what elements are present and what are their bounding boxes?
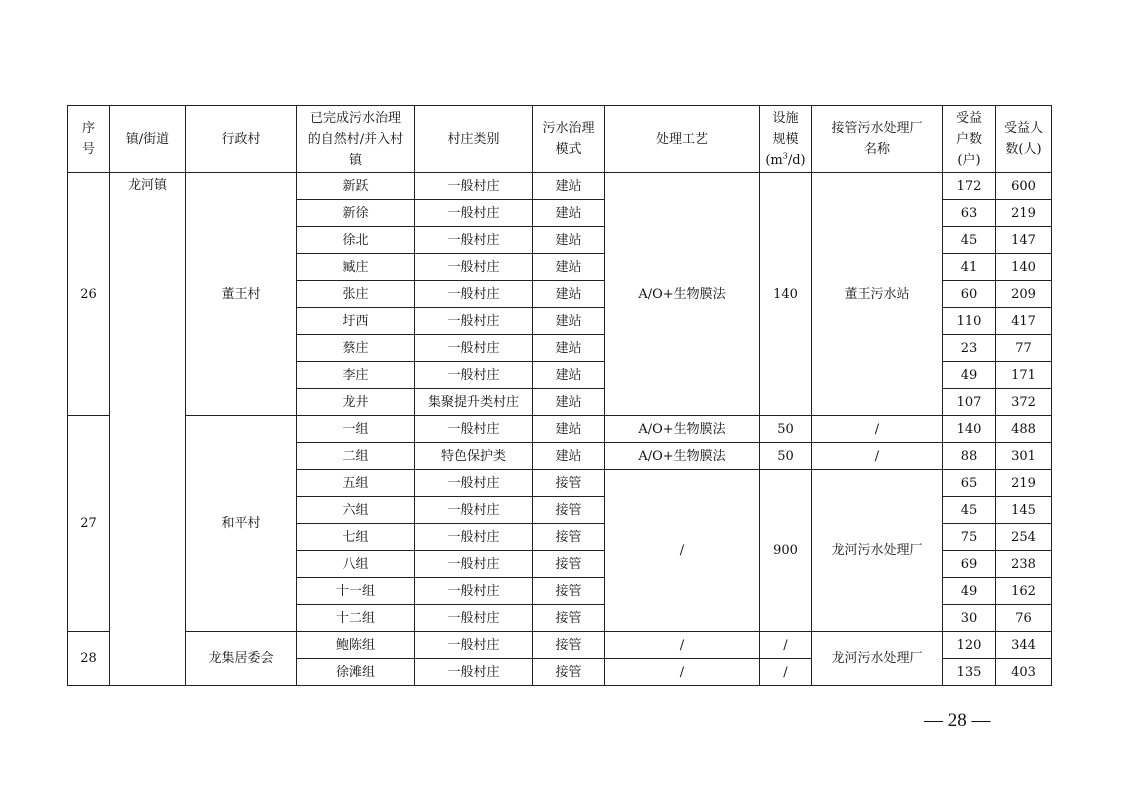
plant-cell: / (812, 443, 943, 470)
households-cell: 110 (943, 308, 996, 335)
natural-village-cell: 蔡庄 (297, 335, 415, 362)
header-category: 村庄类别 (415, 106, 533, 173)
people-cell: 76 (996, 605, 1052, 632)
households-cell: 45 (943, 227, 996, 254)
mode-cell: 建站 (533, 254, 605, 281)
mode-cell: 接管 (533, 524, 605, 551)
table-row (68, 632, 1052, 659)
process-cell: / (605, 470, 760, 632)
category-cell: 集聚提升类村庄 (415, 389, 533, 416)
households-cell: 41 (943, 254, 996, 281)
natural-village-cell: 徐北 (297, 227, 415, 254)
header-process: 处理工艺 (605, 106, 760, 173)
natural-village-cell: 龙井 (297, 389, 415, 416)
mode-cell: 建站 (533, 173, 605, 200)
town-cell: 龙河镇 (110, 173, 186, 686)
header-row (68, 106, 1052, 173)
mode-cell: 建站 (533, 200, 605, 227)
header-people: 受益人数(人) (996, 106, 1052, 173)
scale-cell: / (760, 659, 812, 686)
wastewater-treatment-table (67, 105, 1052, 686)
category-cell: 一般村庄 (415, 362, 533, 389)
header-households: 受益户数(户) (943, 106, 996, 173)
mode-cell: 接管 (533, 578, 605, 605)
people-cell: 417 (996, 308, 1052, 335)
natural-village-cell: 十一组 (297, 578, 415, 605)
natural-village-cell: 徐滩组 (297, 659, 415, 686)
people-cell: 219 (996, 470, 1052, 497)
category-cell: 一般村庄 (415, 173, 533, 200)
natural-village-cell: 八组 (297, 551, 415, 578)
village-cell: 龙集居委会 (186, 632, 297, 686)
plant-cell: / (812, 416, 943, 443)
people-cell: 145 (996, 497, 1052, 524)
category-cell: 一般村庄 (415, 470, 533, 497)
people-cell: 301 (996, 443, 1052, 470)
natural-village-cell: 鲍陈组 (297, 632, 415, 659)
mode-cell: 建站 (533, 281, 605, 308)
people-cell: 171 (996, 362, 1052, 389)
households-cell: 107 (943, 389, 996, 416)
category-cell: 特色保护类 (415, 443, 533, 470)
natural-village-cell: 李庄 (297, 362, 415, 389)
category-cell: 一般村庄 (415, 497, 533, 524)
seq-cell: 26 (68, 173, 110, 416)
households-cell: 140 (943, 416, 996, 443)
header-scale: 设施规模 $(m^3/d)$ (760, 106, 812, 173)
households-cell: 49 (943, 362, 996, 389)
header-town: 镇/街道 (110, 106, 186, 173)
households-cell: 135 (943, 659, 996, 686)
category-cell: 一般村庄 (415, 632, 533, 659)
plant-cell: 龙河污水处理厂 (812, 470, 943, 632)
process-cell: A/O+生物膜法 (605, 173, 760, 416)
table-row (68, 173, 1052, 200)
mode-cell: 建站 (533, 227, 605, 254)
scale-cell: / (760, 632, 812, 659)
header-village: 行政村 (186, 106, 297, 173)
natural-village-cell: 圩西 (297, 308, 415, 335)
people-cell: 209 (996, 281, 1052, 308)
category-cell: 一般村庄 (415, 254, 533, 281)
page-number: — 28 — (924, 710, 991, 731)
mode-cell: 建站 (533, 308, 605, 335)
households-cell: 60 (943, 281, 996, 308)
village-cell: 董王村 (186, 173, 297, 416)
village-cell: 和平村 (186, 416, 297, 632)
header-seq: 序号 (68, 106, 110, 173)
scale-cell: 140 (760, 173, 812, 416)
plant-cell: 龙河污水处理厂 (812, 632, 943, 686)
natural-village-cell: 臧庄 (297, 254, 415, 281)
natural-village-cell: 十二组 (297, 605, 415, 632)
natural-village-cell: 一组 (297, 416, 415, 443)
people-cell: 254 (996, 524, 1052, 551)
category-cell: 一般村庄 (415, 578, 533, 605)
header-mode: 污水治理模式 (533, 106, 605, 173)
people-cell: 162 (996, 578, 1052, 605)
category-cell: 一般村庄 (415, 416, 533, 443)
category-cell: 一般村庄 (415, 605, 533, 632)
households-cell: 88 (943, 443, 996, 470)
process-cell: / (605, 632, 760, 659)
scale-cell: 900 (760, 470, 812, 632)
mode-cell: 建站 (533, 362, 605, 389)
natural-village-cell: 六组 (297, 497, 415, 524)
people-cell: 77 (996, 335, 1052, 362)
process-cell: / (605, 659, 760, 686)
category-cell: 一般村庄 (415, 524, 533, 551)
people-cell: 147 (996, 227, 1052, 254)
households-cell: 63 (943, 200, 996, 227)
people-cell: 372 (996, 389, 1052, 416)
header-natural-village: 已完成污水治理的自然村/并入村镇 (297, 106, 415, 173)
households-cell: 30 (943, 605, 996, 632)
mode-cell: 建站 (533, 389, 605, 416)
people-cell: 344 (996, 632, 1052, 659)
mode-cell: 建站 (533, 443, 605, 470)
scale-cell: 50 (760, 443, 812, 470)
households-cell: 23 (943, 335, 996, 362)
natural-village-cell: 五组 (297, 470, 415, 497)
category-cell: 一般村庄 (415, 281, 533, 308)
natural-village-cell: 张庄 (297, 281, 415, 308)
category-cell: 一般村庄 (415, 335, 533, 362)
mode-cell: 接管 (533, 605, 605, 632)
people-cell: 219 (996, 200, 1052, 227)
households-cell: 75 (943, 524, 996, 551)
mode-cell: 接管 (533, 497, 605, 524)
households-cell: 45 (943, 497, 996, 524)
category-cell: 一般村庄 (415, 659, 533, 686)
mode-cell: 接管 (533, 551, 605, 578)
category-cell: 一般村庄 (415, 200, 533, 227)
households-cell: 120 (943, 632, 996, 659)
natural-village-cell: 新徐 (297, 200, 415, 227)
people-cell: 140 (996, 254, 1052, 281)
natural-village-cell: 七组 (297, 524, 415, 551)
scale-cell: 50 (760, 416, 812, 443)
people-cell: 403 (996, 659, 1052, 686)
people-cell: 488 (996, 416, 1052, 443)
mode-cell: 建站 (533, 335, 605, 362)
mode-cell: 接管 (533, 632, 605, 659)
plant-cell: 董王污水站 (812, 173, 943, 416)
households-cell: 69 (943, 551, 996, 578)
category-cell: 一般村庄 (415, 227, 533, 254)
process-cell: A/O+生物膜法 (605, 443, 760, 470)
seq-cell: 28 (68, 632, 110, 686)
mode-cell: 建站 (533, 416, 605, 443)
table-row (68, 416, 1052, 443)
households-cell: 49 (943, 578, 996, 605)
households-cell: 172 (943, 173, 996, 200)
process-cell: A/O+生物膜法 (605, 416, 760, 443)
people-cell: 600 (996, 173, 1052, 200)
households-cell: 65 (943, 470, 996, 497)
mode-cell: 接管 (533, 470, 605, 497)
mode-cell: 接管 (533, 659, 605, 686)
natural-village-cell: 新跃 (297, 173, 415, 200)
header-plant: 接管污水处理厂名称 (812, 106, 943, 173)
category-cell: 一般村庄 (415, 551, 533, 578)
category-cell: 一般村庄 (415, 308, 533, 335)
seq-cell: 27 (68, 416, 110, 632)
natural-village-cell: 二组 (297, 443, 415, 470)
people-cell: 238 (996, 551, 1052, 578)
